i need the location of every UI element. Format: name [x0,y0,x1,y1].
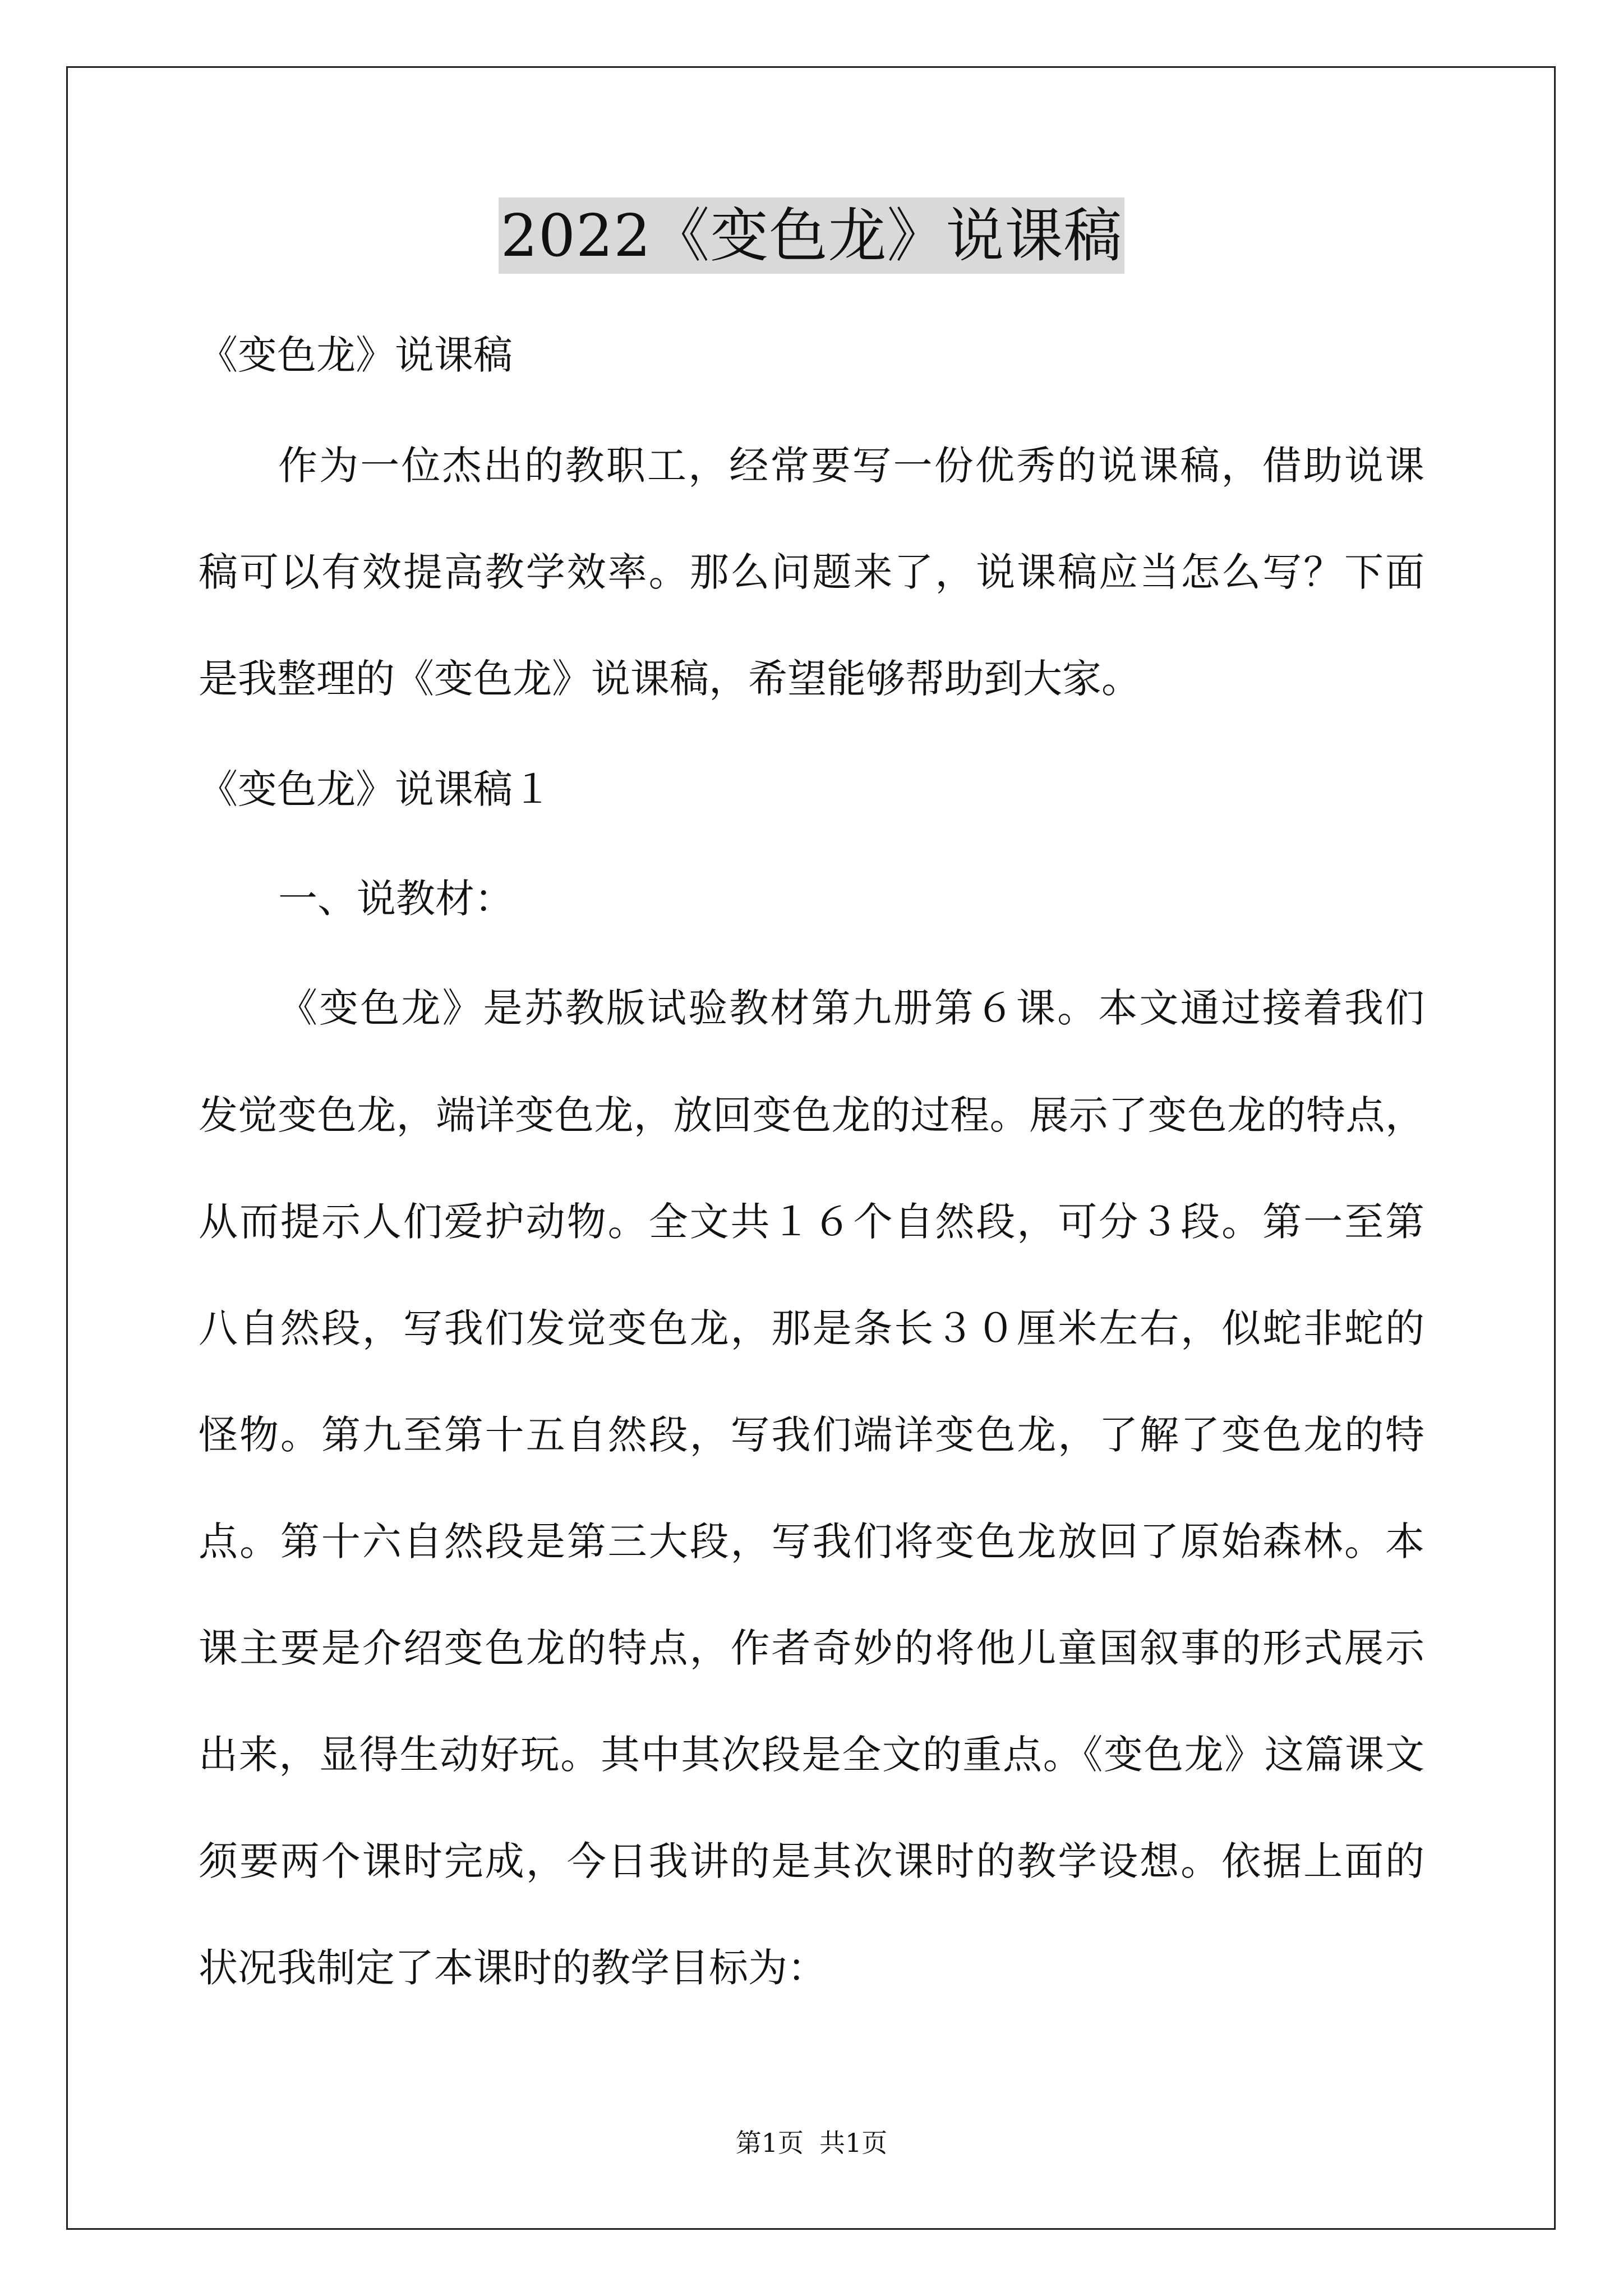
page-footer [0,2126,1623,2160]
paragraph-line: 是我整理的《变色龙》说课稿，希望能够帮助到大家。 [199,656,1141,702]
paragraph-line: 发觉变色龙，端详变色龙，放回变色龙的过程。展示了变色龙的特点， [199,1092,1424,1138]
paragraph-line: 点。第十六自然段是第三大段，写我们将变色龙放回了原始森林。本 [199,1519,1424,1565]
paragraph-line: 八自然段，写我们发觉变色龙，那是条长３０厘米左右，似蛇非蛇的 [199,1305,1424,1351]
subheading-textbook: 一、说教材： [278,876,514,922]
paragraph-line: 须要两个课时完成，今日我讲的是其次课时的教学设想。依据上面的 [199,1838,1424,1884]
paragraph-line: 课主要是介绍变色龙的特点，作者奇妙的将他儿童国叙事的形式展示 [199,1625,1424,1671]
paragraph-line: 出来，显得生动好玩。其中其次段是全文的重点。《变色龙》这篇课文 [199,1732,1424,1778]
section-heading-intro: 《变色龙》说课稿 [199,332,513,378]
document-title: 2022《变色龙》说课稿 [499,197,1125,274]
paragraph-line: 稿可以有效提高教学效率。那么问题来了，说课稿应当怎么写？下面 [199,549,1424,595]
paragraph-line: 状况我制定了本课时的教学目标为： [199,1945,827,1991]
paragraph-line: 从而提示人们爱护动物。全文共１６个自然段，可分３段。第一至第 [199,1199,1424,1245]
title-container [0,197,1623,274]
page-total: 共1页 [819,2128,888,2158]
section-heading-1: 《变色龙》说课稿１ [199,766,552,812]
paragraph-line: 怪物。第九至第十五自然段，写我们端详变色龙，了解了变色龙的特 [199,1412,1424,1458]
page-number: 第1页 [735,2128,804,2158]
paragraph-line: 作为一位杰出的教职工，经常要写一份优秀的说课稿，借助说课 [278,443,1424,489]
paragraph-line: 《变色龙》是苏教版试验教材第九册第６课。本文通过接着我们 [278,985,1424,1031]
page-border [66,66,1556,2230]
